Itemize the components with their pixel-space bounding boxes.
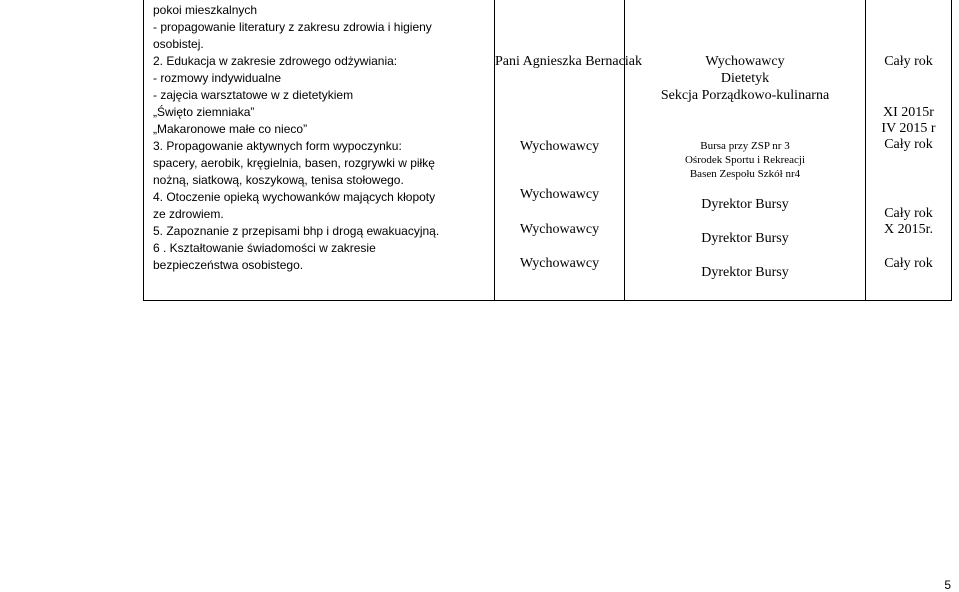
- activities-column: [144, 0, 495, 300]
- term-line: Cały rok: [884, 256, 933, 271]
- activity-line: osobistej.: [153, 37, 204, 51]
- activity-line: spacery, aerobik, kręgielnia, basen, rozgrywki w piłkę: [153, 156, 435, 170]
- responsible-person: Wychowawcy: [519, 256, 600, 271]
- term-line: Cały rok: [884, 137, 933, 152]
- activity-line: nożną, siatkową, koszykową, tenisa stołowego.: [153, 173, 404, 187]
- responsible-person: Pani Agnieszka Bernaciak: [495, 54, 642, 69]
- responsible-person: Wychowawcy: [519, 187, 600, 202]
- partner-line: Basen Zespołu Szkół nr4: [689, 168, 801, 180]
- term-line: Cały rok: [884, 206, 933, 221]
- partner-line: Dyrektor Bursy: [701, 265, 789, 280]
- term-line: IV 2015 r: [881, 121, 936, 136]
- term-line: XI 2015r: [883, 105, 934, 120]
- terms-column: [866, 0, 951, 300]
- activity-line: 3. Propagowanie aktywnych form wypoczynku:: [153, 139, 402, 153]
- activity-line: - zajęcia warsztatowe w z dietetykiem: [153, 88, 354, 102]
- page-number: 5: [944, 578, 951, 592]
- activity-line: 5. Zapoznanie z przepisami bhp i drogą ewakuacyjną.: [153, 224, 440, 238]
- partner-line: Dyrektor Bursy: [701, 231, 789, 246]
- partners-column: [625, 0, 866, 300]
- partner-line: Bursa przy ZSP nr 3: [700, 140, 790, 152]
- activity-line: 4. Otoczenie opieką wychowanków mających kłopoty: [153, 190, 436, 204]
- term-line: Cały rok: [884, 54, 933, 69]
- activity-line: „Makaronowe małe co nieco”: [153, 122, 308, 136]
- activities-table: [143, 0, 952, 301]
- partner-line: Dyrektor Bursy: [701, 197, 789, 212]
- partner-line: Ośrodek Sportu i Rekreacji: [684, 154, 806, 166]
- partner-line: Sekcja Porządkowo-kulinarna: [660, 88, 830, 103]
- term-line: X 2015r.: [884, 222, 933, 237]
- partner-line: Dietetyk: [720, 71, 770, 86]
- responsible-person: Wychowawcy: [519, 222, 600, 237]
- activity-line: 6 . Kształtowanie świadomości w zakresie: [153, 241, 376, 255]
- responsible-person: Wychowawcy: [519, 139, 600, 154]
- activity-line: bezpieczeństwa osobistego.: [153, 258, 304, 272]
- activity-line: 2. Edukacja w zakresie zdrowego odżywiania:: [153, 54, 398, 68]
- activity-line: pokoi mieszkalnych: [153, 3, 258, 17]
- partner-line: Wychowawcy: [705, 54, 785, 69]
- activity-line: - propagowanie literatury z zakresu zdrowia i higieny: [153, 20, 432, 34]
- activity-line: „Święto ziemniaka”: [153, 105, 255, 119]
- responsible-column: [495, 0, 642, 300]
- activity-line: ze zdrowiem.: [153, 207, 224, 221]
- activity-line: - rozmowy indywidualne: [153, 71, 282, 85]
